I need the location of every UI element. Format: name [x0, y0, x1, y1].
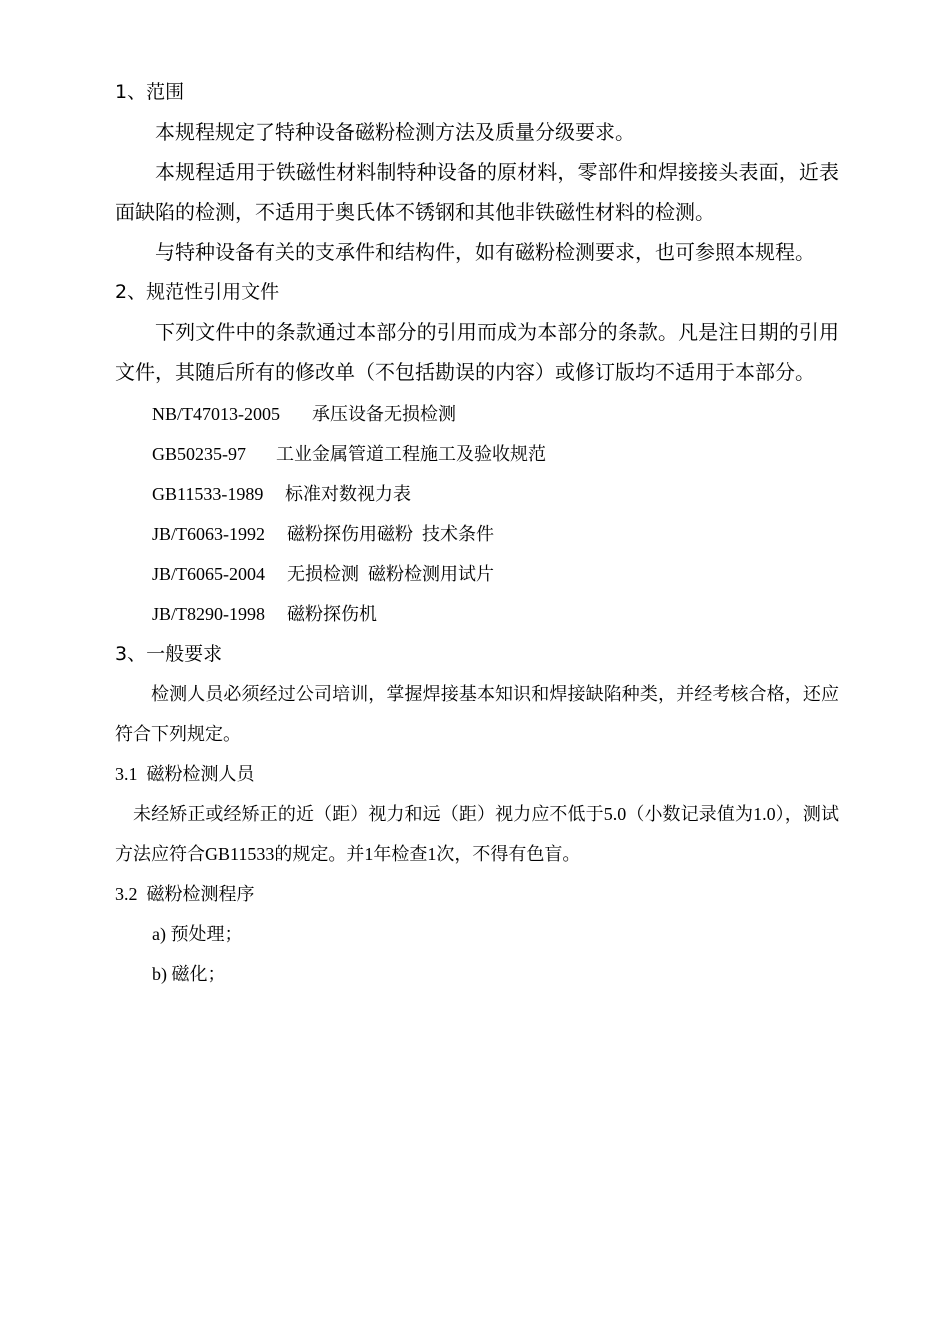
reference-code: GB11533-1989 — [152, 484, 264, 504]
procedure-list-item: b) 磁化； — [152, 964, 226, 984]
reference-code: GB50235-97 — [152, 444, 246, 464]
general-requirements-intro: 检测人员必须经过公司培训，掌握焊接基本知识和焊接缺陷种类，并经考核合格，还应符合下列规定。 — [115, 684, 839, 744]
personnel-requirement-text: 未经矫正或经矫正的近（距）视力和远（距）视力应不低于5.0（小数记录值为1.0），测试方法应符合GB11533的规定。并1年检查1次，不得有色盲。 — [115, 804, 839, 864]
section-heading-general-requirements: 3、一般要求 — [115, 643, 223, 665]
section-heading-references: 2、规范性引用文件 — [115, 281, 280, 303]
reference-item — [115, 514, 839, 554]
reference-title: 标准对数视力表 — [285, 484, 411, 504]
document-page — [115, 72, 839, 994]
scope-paragraph-2: 本规程适用于铁磁性材料制特种设备的原材料，零部件和焊接接头表面，近表面缺陷的检测，不适用于奥氏体不锈钢和其他非铁磁性材料的检测。 — [115, 160, 839, 224]
reference-title: 磁粉探伤机 — [287, 604, 377, 624]
reference-item — [115, 554, 839, 594]
reference-title: 承压设备无损检测 — [312, 404, 456, 424]
reference-code: JB/T8290-1998 — [152, 604, 266, 624]
reference-title: 工业金属管道工程施工及验收规范 — [276, 444, 546, 464]
reference-item — [115, 474, 839, 514]
scope-paragraph-3: 与特种设备有关的支承件和结构件，如有磁粉检测要求，也可参照本规程。 — [155, 240, 815, 264]
reference-item — [115, 434, 839, 474]
reference-title: 无损检测 磁粉检测用试片 — [287, 564, 494, 584]
reference-code: JB/T6063-1992 — [152, 524, 266, 544]
reference-item — [115, 594, 839, 634]
procedure-list-item: a) 预处理； — [152, 924, 243, 944]
reference-item — [115, 394, 839, 434]
scope-paragraph-1: 本规程规定了特种设备磁粉检测方法及质量分级要求。 — [155, 120, 635, 144]
reference-title: 磁粉探伤用磁粉 技术条件 — [287, 524, 494, 544]
section-heading-scope: 1、范围 — [115, 81, 185, 103]
reference-code: JB/T6065-2004 — [152, 564, 266, 584]
subsection-heading-procedure: 3.2 磁粉检测程序 — [115, 884, 255, 904]
subsection-heading-personnel: 3.1 磁粉检测人员 — [115, 764, 255, 784]
reference-code: NB/T47013-2005 — [152, 404, 280, 424]
references-intro: 下列文件中的条款通过本部分的引用而成为本部分的条款。凡是注日期的引用文件，其随后所有的修改单（不包括勘误的内容）或修订版均不适用于本部分。 — [115, 320, 839, 384]
